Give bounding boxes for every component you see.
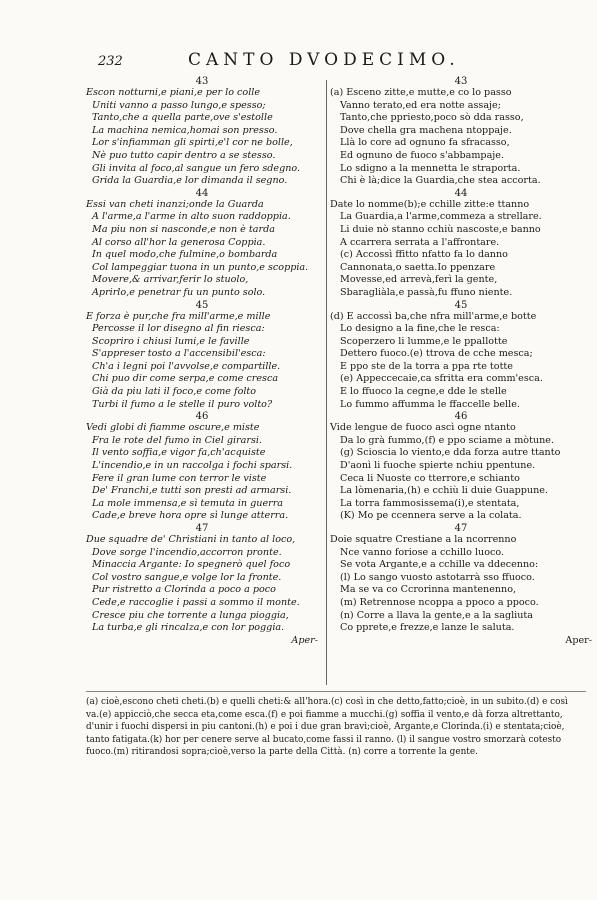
stanza-number: 47: [454, 523, 468, 534]
verse-line: Vedi globi di fiamme oscure,e miste: [86, 422, 260, 434]
stanza-number: 46: [454, 411, 468, 423]
verse-line: Vanno terato,ed era notte assaje;: [340, 99, 501, 111]
page-header: [0, 50, 597, 74]
verse-line: Dove sorge l'incendio,accorron pronte.: [92, 546, 282, 558]
page-number: 232: [98, 54, 123, 69]
verse-line: D'aonì li fuoche spierte nchiu ppentune.: [340, 460, 536, 472]
verse-line: Se vota Argante,e a cchille va ddecenno:: [340, 559, 539, 571]
verse-line: Co pprete,e frezze,e lanze le saluta.: [340, 622, 515, 634]
verse-line: (n) Corre a llava la gente,e a la sagliuta: [340, 609, 533, 621]
verse-line: La torra fammosissema(i),e stentata,: [340, 497, 520, 509]
verse-line: (g) Scioscia lo viento,e dda forza autre ttanto: [340, 447, 561, 459]
verse-line: Ma piu non si nasconde,e non è tarda: [92, 223, 275, 235]
verse-line: (K) Mo pe ccennera serve a la colata.: [340, 510, 522, 522]
verse-line: Chi è là;dice la Guardia,che stea accorta.: [340, 175, 541, 187]
stanza: [86, 188, 318, 300]
stanza-number: 45: [195, 299, 209, 311]
verse-line: Dove chella gra machena ntoppaje.: [340, 124, 512, 136]
verse-line: Movesse,ed arrevà,ferì la gente,: [340, 274, 498, 286]
verse-line: Fere il gran lume con terror le viste: [92, 472, 267, 484]
stanza: [330, 411, 592, 523]
stanza-number: 44: [454, 187, 468, 199]
verse-line: Cede,e raccoglie i passi a sommo il monte.: [92, 596, 300, 608]
verse-line: La machina nemica,homai son presso.: [92, 124, 278, 136]
verse-line: Lor s'infiamman gli spirti,e'l cor ne bolle,: [92, 137, 293, 149]
stanza-number: 47: [195, 523, 209, 534]
verse-line: Al corso all'hor la generosa Coppia.: [92, 236, 266, 248]
verse-line: E forza è pur,che fra mill'arme,e mille: [86, 310, 271, 322]
verse-line: Scopriro i chiusi lumi,e le faville: [92, 335, 250, 347]
footnote-line: va.(e) appicciò,che secca eta,come esca.(f) e poi fiamme a mucchi.(g) soffia il vento,e dà forza altrettanto,: [86, 709, 563, 720]
verse-line: Li duie nò stanno cchiù nascoste,e banno: [340, 223, 541, 235]
running-head: CANTO DVODECIMO.: [188, 50, 460, 70]
catchword: Aper-: [565, 634, 592, 646]
stanza: [86, 300, 318, 412]
footnotes: [86, 696, 591, 759]
stanza-number: 43: [454, 76, 468, 87]
verse-line: S'appreser tosto a l'accensibil'esca:: [92, 348, 266, 360]
verse-line: Doie squatre Crestiane a la ncorrenno: [330, 534, 517, 545]
catchword: Aper-: [291, 634, 318, 646]
verse-line: Llà lo core ad ognuno fa sfracasso,: [340, 137, 510, 149]
verse-line: Sbaragliàla,e passà,fu ffuno niente.: [340, 286, 513, 298]
verse-line: La lòmenaria,(h) e cchiù li duie Guappune.: [340, 485, 548, 497]
verse-line: A ccarrera serrata a l'affrontare.: [340, 236, 500, 248]
verse-line: Minaccia Argante: Io spegnerò quel foco: [92, 559, 291, 571]
footnote-line: (a) cioè,escono cheti cheti.(b) e quelli cheti:& all'hora.(c) così in che detto,fatto;cioè, in un subito.(d) e così: [86, 697, 568, 707]
verse-line: Turbi il fumo a le stelle il puro volto?: [92, 398, 273, 410]
verse-line: Ceca li Nuoste co tterrore,e schianto: [340, 472, 520, 484]
footnote-line: d'unir i fuochi dispersi in piu cantoni.(h) e poi i due gran bravi;cioè, Argante,e Clorinda.(i) e stentata;cioè,: [86, 722, 565, 732]
verse-line: Cannonata,o saetta.Io ppenzare: [340, 261, 496, 273]
verse-line: (l) Lo sango vuosto astotarrà sso ffuoco.: [340, 571, 535, 583]
footnote-rule: [86, 691, 586, 692]
stanza-number: 43: [195, 76, 209, 87]
stanza: [330, 523, 592, 647]
verse-line: Chi puo dir come serpa,e come cresca: [92, 373, 279, 385]
verse-line: Due squadre de' Christiani in tanto al loco,: [86, 534, 296, 545]
verse-line: Dettero fuoco.(e) ttrova de cche mesca;: [340, 348, 533, 360]
verse-line: Col vostro sangue,e volge lor la fronte.: [92, 571, 282, 583]
verse-line: Grida la Guardia,e lor dimanda il segno.: [92, 175, 288, 187]
stanza: [330, 188, 592, 300]
verse-line: Escon notturni,e piani,e per lo colle: [86, 87, 261, 98]
verse-line: Pur ristretto a Clorinda a poco a poco: [92, 584, 276, 596]
stanza: [330, 76, 592, 188]
verse-line: Nce vanno foriose a cchillo luoco.: [340, 546, 505, 558]
verse-line: Scoperzero li lumme,e le ppallotte: [340, 335, 508, 347]
verse-line: E lo ffuoco la cegne,e dde le stelle: [340, 386, 507, 398]
verse-line: Cade,e breve hora opre sì lunge atterra.: [92, 510, 289, 522]
verse-line: Uniti vanno a passo lungo,e spesso;: [92, 99, 266, 111]
verse-line: Nè puo tutto capir dentro a se stesso.: [92, 149, 276, 161]
verse-line: Lo fummo affumma le ffaccelle belle.: [340, 398, 520, 410]
verse-line: (c) Accossì ffitto nfatto fa lo danno: [340, 249, 508, 261]
footnote-line: tanto fatigata.(k) hor per cenere serve al bucato,come fassi il ranno. (l) il sangue vostro smorzarà cotesto: [86, 734, 562, 745]
verse-line: (a) Esceno zitte,e mutte,e co lo passo: [330, 87, 512, 98]
stanza-number: 46: [195, 411, 209, 423]
verse-line: Lo designo a la fine,che le resca:: [340, 323, 500, 335]
verse-line: L'incendio,e in un raccolga i fochi sparsi.: [92, 460, 293, 472]
stanza-number: 44: [195, 187, 209, 199]
verse-line: Ed ognuno de fuoco s'abbampaje.: [340, 149, 504, 161]
verse-line: Fra le rote del fumo in Ciel girarsi.: [92, 434, 262, 446]
verse-line: La mole immensa,e sì temuta in guerra: [92, 497, 284, 509]
verse-line: Col lampeggiar tuona in un punto,e scoppia.: [92, 261, 309, 273]
verse-line: Date lo nomme(b);e cchille zitte:e ttanno: [330, 198, 530, 210]
verse-line: (e) Appeccecaie,ca sfritta era comm'esca.: [340, 373, 543, 385]
verse-line: Movere,& arrivar,ferir lo stuolo,: [92, 274, 249, 286]
footnote-line: fuoco.(m) ritirandosi sopra;cioè,verso la parte della Città. (n) corre a torrente la gente.: [86, 747, 478, 757]
verse-line: Lo sdigno a la mennetta le straporta.: [340, 162, 521, 174]
stanza: [330, 300, 592, 412]
verse-line: De' Franchi,e tutti son presti ad armarsi.: [92, 485, 292, 497]
verse-line: Tanto,che a quella parte,ove s'estolle: [92, 112, 273, 124]
verse-line: Ch'a i legni poi l'avvolse,e compartille.: [92, 360, 281, 372]
verse-line: Tanto,che ppriesto,poco sò dda rasso,: [340, 112, 524, 124]
verse-line: Gli invita al foco,al sangue un fero sdegno.: [92, 162, 301, 174]
verse-line: Aprirlo,e penetrar fu un punto solo.: [92, 286, 266, 298]
verse-line: Percosse il lor disegno al fin riesca:: [92, 323, 265, 335]
verse-line: Ma se va co Ccrorinna mantenenno,: [340, 584, 517, 596]
verse-line: Da lo grà fummo,(f) e ppo sciame a mòtune.: [340, 434, 555, 446]
verse-line: (d) E accossì ba,che nfra mill'arme,e botte: [330, 310, 537, 322]
verse-line: Essi van cheti inanzi;onde la Guarda: [86, 198, 264, 210]
verse-line: La Guardia,a l'arme,commeza a strellare.: [340, 211, 542, 223]
italian-text-column: [86, 76, 318, 647]
stanza: [86, 76, 318, 188]
stanza: [86, 523, 318, 647]
verse-line: Cresce piu che torrente a lunga pioggia,: [92, 609, 289, 621]
stanza-number: 45: [454, 299, 468, 311]
neapolitan-text-column: [330, 76, 592, 647]
verse-line: Vide lengue de fuoco ascì ogne ntanto: [330, 422, 516, 434]
verse-line: A l'arme,a l'arme in alto suon raddoppia.: [92, 211, 291, 223]
verse-line: (m) Retrennose ncoppa a ppoco a ppoco.: [340, 596, 539, 608]
verse-line: La turba,e gli rincalza,e con lor poggia.: [92, 622, 285, 634]
verse-line: Già da piu lati il foco,e come folto: [92, 386, 257, 398]
column-divider: [326, 80, 327, 685]
verse-line: In quel modo,che fulmine,o bombarda: [92, 249, 278, 261]
verse-line: E ppo ste de la torra a ppa rte totte: [340, 360, 513, 372]
verse-line: Il vento soffia,e vigor fa,ch'acquiste: [92, 447, 266, 459]
stanza: [86, 411, 318, 523]
